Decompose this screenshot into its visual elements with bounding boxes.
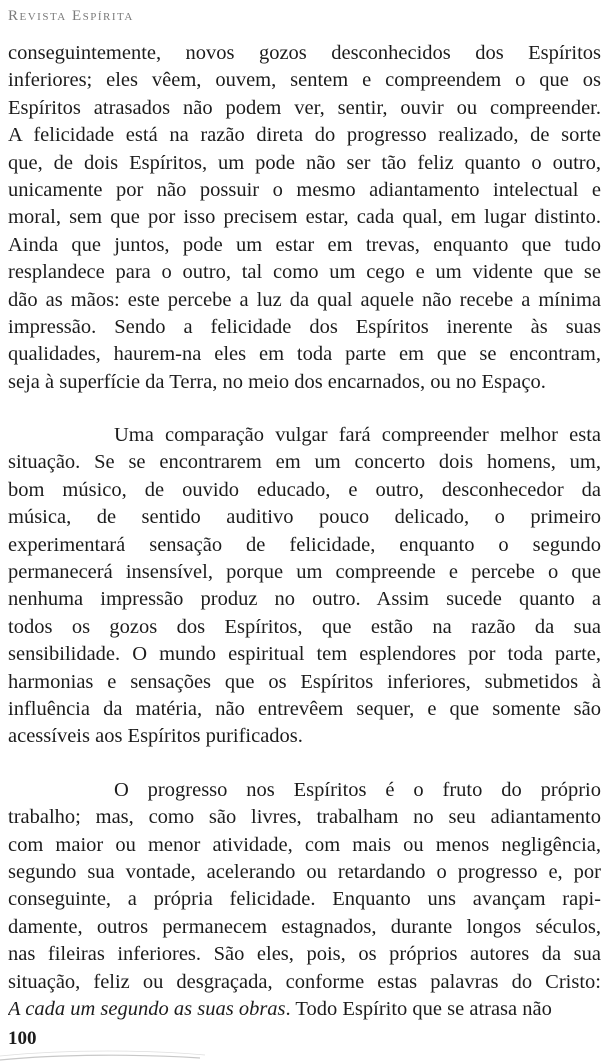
running-head: Revista Espírita — [8, 8, 134, 24]
body-line: Uma comparação vulgar fará compreender melhor esta — [114, 424, 601, 447]
body-line — [8, 996, 601, 1023]
body-line: com maior ou menor atividade, com mais ou menos negligência, — [8, 833, 601, 856]
body-line: nas fileiras inferiores. São eles, pois, os próprios autores da sua — [8, 943, 601, 966]
paragraph-1 — [8, 40, 601, 396]
body-line: experimentará sensação de felicidade, enquanto o segundo — [8, 533, 601, 556]
body-line: influência da matéria, não entrevêem sequer, e que somente são — [8, 697, 601, 720]
line-text: . Todo Espírito que se atrasa não — [285, 997, 552, 1020]
scripture-quote: A cada um segundo as suas obras — [8, 997, 286, 1020]
body-line: acessíveis aos Espíritos purificados. — [8, 725, 303, 748]
body-line: moral, sem que por isso precisem estar, cada qual, em lugar distinto. — [8, 206, 601, 229]
body-line: todos os gozos dos Espíritos, que estão na razão da sua — [8, 615, 601, 638]
paragraph-gap — [8, 751, 601, 777]
body-line: segundo sua vontade, acelerando ou retardando o progresso e, por — [8, 860, 601, 883]
paragraph-gap — [8, 396, 601, 422]
body-line: impressão. Sendo a felicidade dos Espíritos inerente às suas — [8, 315, 601, 338]
body-line: harmonias e sensações que os Espíritos inferiores, submetidos à — [8, 670, 601, 693]
body-line: resplandece para o outro, tal como um cego e um vidente que se — [8, 261, 601, 284]
body-line: inferiores; eles vêem, ouvem, sentem e compreendem o que os — [8, 69, 601, 92]
body-line: Espíritos atrasados não podem ver, sentir, ouvir ou compreender. — [8, 96, 601, 119]
body-line: situação, feliz ou desgraçada, conforme estas palavras do Cristo: — [8, 970, 601, 993]
body-line: trabalho; mas, como são livres, trabalham no seu adiantamento — [8, 806, 601, 829]
body-line: que, de dois Espíritos, um pode não ser tão feliz quanto o outro, — [8, 151, 601, 174]
body-line: damente, outros permanecem estagnados, durante longos séculos, — [8, 915, 601, 938]
page-body — [8, 40, 601, 1023]
body-line: conseguintemente, novos gozos desconhecidos dos Espíritos — [8, 42, 601, 64]
body-line: situação. Se se encontrarem em um concerto dois homens, um, — [8, 451, 601, 474]
paragraph-3 — [8, 777, 601, 996]
paragraph-2 — [8, 422, 601, 751]
body-line: unicamente por não possuir o mesmo adiantamento intelectual e — [8, 178, 601, 201]
body-line: permanecerá insensível, porque um compreende e percebe o que — [8, 561, 601, 584]
body-line: qualidades, haurem-na eles em toda parte em que se encontram, — [8, 343, 601, 366]
body-line: A felicidade está na razão direta do progresso realizado, de sorte — [8, 124, 601, 147]
page-number: 100 — [8, 1028, 37, 1049]
body-line: seja à superfície da Terra, no meio dos encarnados, ou no Espaço. — [8, 370, 546, 393]
body-line: música, de sentido auditivo pouco delicado, o primeiro — [8, 506, 601, 529]
body-line: bom músico, de ouvido educado, e outro, desconhecedor da — [8, 478, 601, 501]
body-line: dão as mãos: este percebe a luz da qual aquele não recebe a mínima — [8, 288, 601, 311]
body-line: O progresso nos Espíritos é o fruto do próprio — [114, 778, 601, 801]
body-line: conseguinte, a própria felicidade. Enquanto uns avançam rapi- — [8, 888, 601, 911]
body-line: nenhuma impressão produz no outro. Assim sucede quanto a — [8, 588, 601, 611]
body-line: Ainda que juntos, pode um estar em trevas, enquanto que tudo — [8, 233, 601, 256]
body-line: sensibilidade. O mundo espiritual tem esplendores por toda parte, — [8, 643, 601, 666]
